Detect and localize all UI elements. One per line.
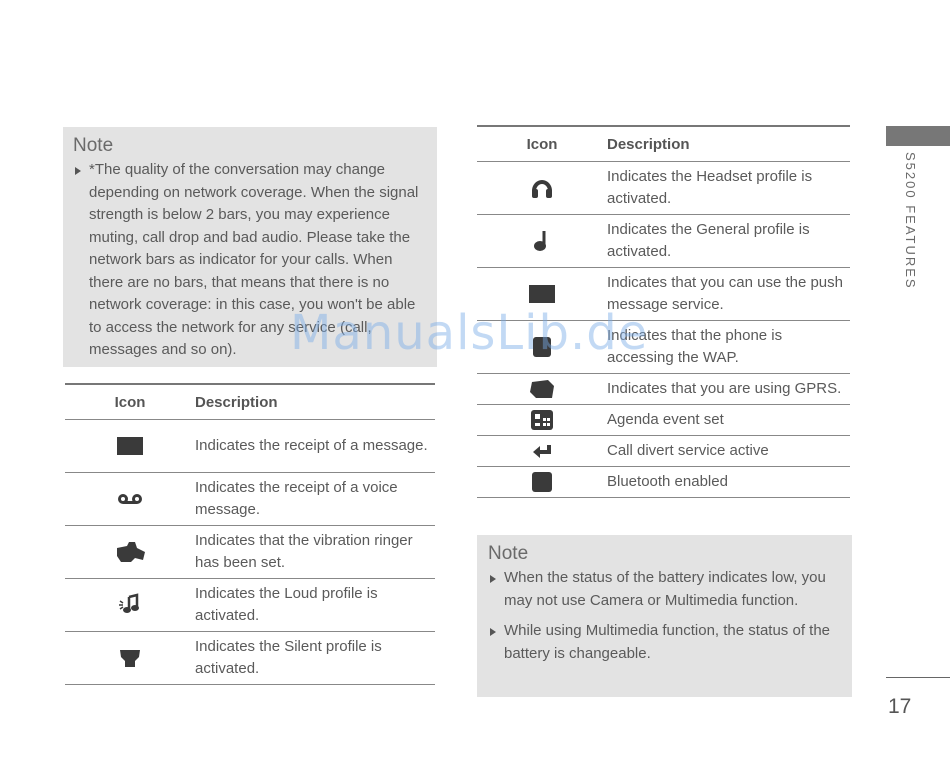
table-row bbox=[477, 467, 850, 498]
table-row-description: Indicates the receipt of a message. bbox=[195, 420, 435, 473]
vibration-icon bbox=[113, 540, 147, 564]
call-divert-icon bbox=[531, 443, 553, 459]
general-profile-icon bbox=[532, 229, 552, 253]
right-icon-table bbox=[477, 125, 850, 498]
right-table-icon-header: Icon bbox=[477, 126, 607, 162]
table-row bbox=[477, 215, 850, 268]
right-table-description-header: Description bbox=[607, 126, 850, 162]
table-row bbox=[65, 632, 435, 685]
right-note-item: While using Multimedia function, the status of the battery is changeable. bbox=[488, 620, 842, 665]
watermark: ManualsLib.de bbox=[290, 305, 649, 361]
push-message-icon bbox=[528, 284, 556, 304]
table-row bbox=[477, 162, 850, 215]
table-row bbox=[477, 436, 850, 467]
page-number: 17 bbox=[888, 695, 912, 718]
table-row bbox=[65, 420, 435, 473]
left-note-title: Note bbox=[73, 135, 114, 156]
right-note-item: When the status of the battery indicates low, you may not use Camera or Multimedia function. bbox=[488, 567, 842, 612]
table-row-description: Indicates the Loud profile is activated. bbox=[195, 579, 435, 632]
table-row-description: Indicates that the phone is accessing the WAP. bbox=[607, 321, 850, 374]
table-row-description: Indicates the receipt of a voice message. bbox=[195, 473, 435, 526]
table-row bbox=[477, 321, 850, 374]
agenda-icon bbox=[529, 409, 555, 431]
table-row-description: Agenda event set bbox=[607, 405, 850, 436]
table-row bbox=[477, 268, 850, 321]
headset-icon bbox=[531, 177, 553, 199]
left-table-icon-header: Icon bbox=[65, 384, 195, 420]
table-row bbox=[477, 405, 850, 436]
side-section-label: S5200 FEATURES bbox=[903, 152, 918, 290]
page-number-rule bbox=[886, 677, 950, 678]
voicemail-icon bbox=[115, 492, 145, 506]
wap-icon bbox=[531, 336, 553, 358]
left-note-text: *The quality of the conversation may change depending on network coverage. When the signal strength is below 2 bars, you may experience muting, call drop and bad audio. Please take the network bars as indicator for your calls. When there are no bars, that means that there is no network coverage: in this case, you won't be able to access the network for any service (call, messages and so on). bbox=[73, 159, 427, 362]
silent-profile-icon bbox=[117, 647, 143, 669]
table-row bbox=[65, 579, 435, 632]
message-envelope-icon bbox=[116, 436, 144, 456]
right-note-title: Note bbox=[488, 543, 529, 564]
right-note-box bbox=[477, 535, 852, 697]
table-row-description: Indicates that you can use the push message service. bbox=[607, 268, 850, 321]
left-table-description-header: Description bbox=[195, 384, 435, 420]
table-row-description: Bluetooth enabled bbox=[607, 467, 850, 498]
table-row-description: Indicates that you are using GPRS. bbox=[607, 374, 850, 405]
table-row bbox=[65, 473, 435, 526]
table-row-description: Call divert service active bbox=[607, 436, 850, 467]
table-row-description: Indicates that the vibration ringer has been set. bbox=[195, 526, 435, 579]
left-icon-table bbox=[65, 383, 435, 685]
loud-profile-icon bbox=[117, 593, 143, 617]
table-row-description: Indicates the Headset profile is activated. bbox=[607, 162, 850, 215]
bluetooth-icon bbox=[531, 471, 553, 493]
table-row bbox=[477, 374, 850, 405]
gprs-icon bbox=[528, 378, 556, 400]
side-tab-bar bbox=[886, 126, 950, 146]
table-row-description: Indicates the Silent profile is activated. bbox=[195, 632, 435, 685]
table-row-description: Indicates the General profile is activated. bbox=[607, 215, 850, 268]
left-note-box bbox=[63, 127, 437, 367]
table-row bbox=[65, 526, 435, 579]
